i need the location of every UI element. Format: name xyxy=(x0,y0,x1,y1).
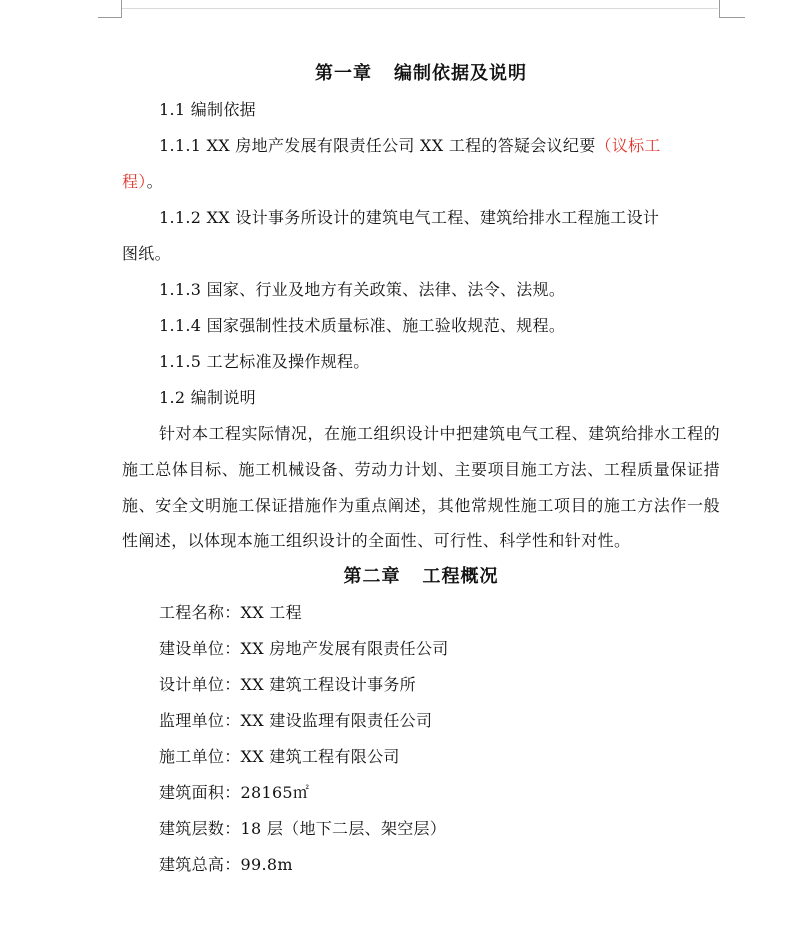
item-1-1-1-period: 。 xyxy=(146,172,163,191)
chapter-1-title: 编制依据及说明 xyxy=(394,63,527,84)
chapter-1-heading xyxy=(122,56,720,92)
chapter-2-number: 第二章 xyxy=(343,566,401,588)
construction-unit: 施工单位：XX 建筑工程有限公司 xyxy=(159,747,400,767)
item-1-1-1-red-note-end: 程） xyxy=(122,172,147,191)
item-1-1-2-line2: 图纸。 xyxy=(122,244,171,263)
project-name: 工程名称：XX 工程 xyxy=(159,603,302,623)
building-floors: 建筑层数：18 层（地下二层、架空层） xyxy=(159,819,447,839)
crop-mark-left-vertical xyxy=(121,0,122,18)
chapter-2-title: 工程概况 xyxy=(422,566,499,588)
developer-unit: 建设单位：XX 房地产发展有限责任公司 xyxy=(159,639,449,659)
item-1-1-5: 1.1.5 工艺标准及操作规程。 xyxy=(159,352,370,371)
building-height: 建筑总高：99.8m xyxy=(159,855,293,875)
chapter-1-number: 第一章 xyxy=(315,63,372,84)
chapter-2-heading xyxy=(122,559,720,595)
item-1-1-1-text: 1.1.1 XX 房地产发展有限责任公司 XX 工程的答疑会议纪要 xyxy=(159,136,596,155)
item-1-1-3: 1.1.3 国家、行业及地方有关政策、法律、法令、法规。 xyxy=(159,280,566,299)
item-1-1-1-red-note: （议标工 xyxy=(595,136,661,155)
item-1-1-1-line1 xyxy=(122,128,720,164)
item-1-1-2-line1: 1.1.2 XX 设计事务所设计的建筑电气工程、建筑给排水工程施工设计 xyxy=(159,208,660,227)
header-rule xyxy=(122,8,718,9)
crop-mark-left-horizontal xyxy=(98,17,122,18)
document-body xyxy=(122,56,720,883)
supervision-unit: 监理单位：XX 建设监理有限责任公司 xyxy=(159,711,433,731)
item-1-1-1-line2 xyxy=(122,164,720,200)
section-1-2: 1.2 编制说明 xyxy=(159,388,256,407)
description-paragraph: 针对本工程实际情况，在施工组织设计中把建筑电气工程、建筑给排水工程的施工总体目标、施工机械设备、劳动力计划、主要项目施工方法、工程质量保证措施、安全文明施工保证措施作为重点阐述，其他常规性施工项目的施工方法作一般性阐述，以体现本施工组织设计的全面性、可行性、科学性和针对性。 xyxy=(122,424,720,551)
section-1-1: 1.1 编制依据 xyxy=(159,100,256,119)
crop-mark-right-vertical xyxy=(719,0,720,18)
design-unit: 设计单位：XX 建筑工程设计事务所 xyxy=(159,675,416,695)
building-area: 建筑面积：28165㎡ xyxy=(159,783,310,803)
item-1-1-4: 1.1.4 国家强制性技术质量标准、施工验收规范、规程。 xyxy=(159,316,566,335)
crop-mark-right-horizontal xyxy=(719,17,745,18)
